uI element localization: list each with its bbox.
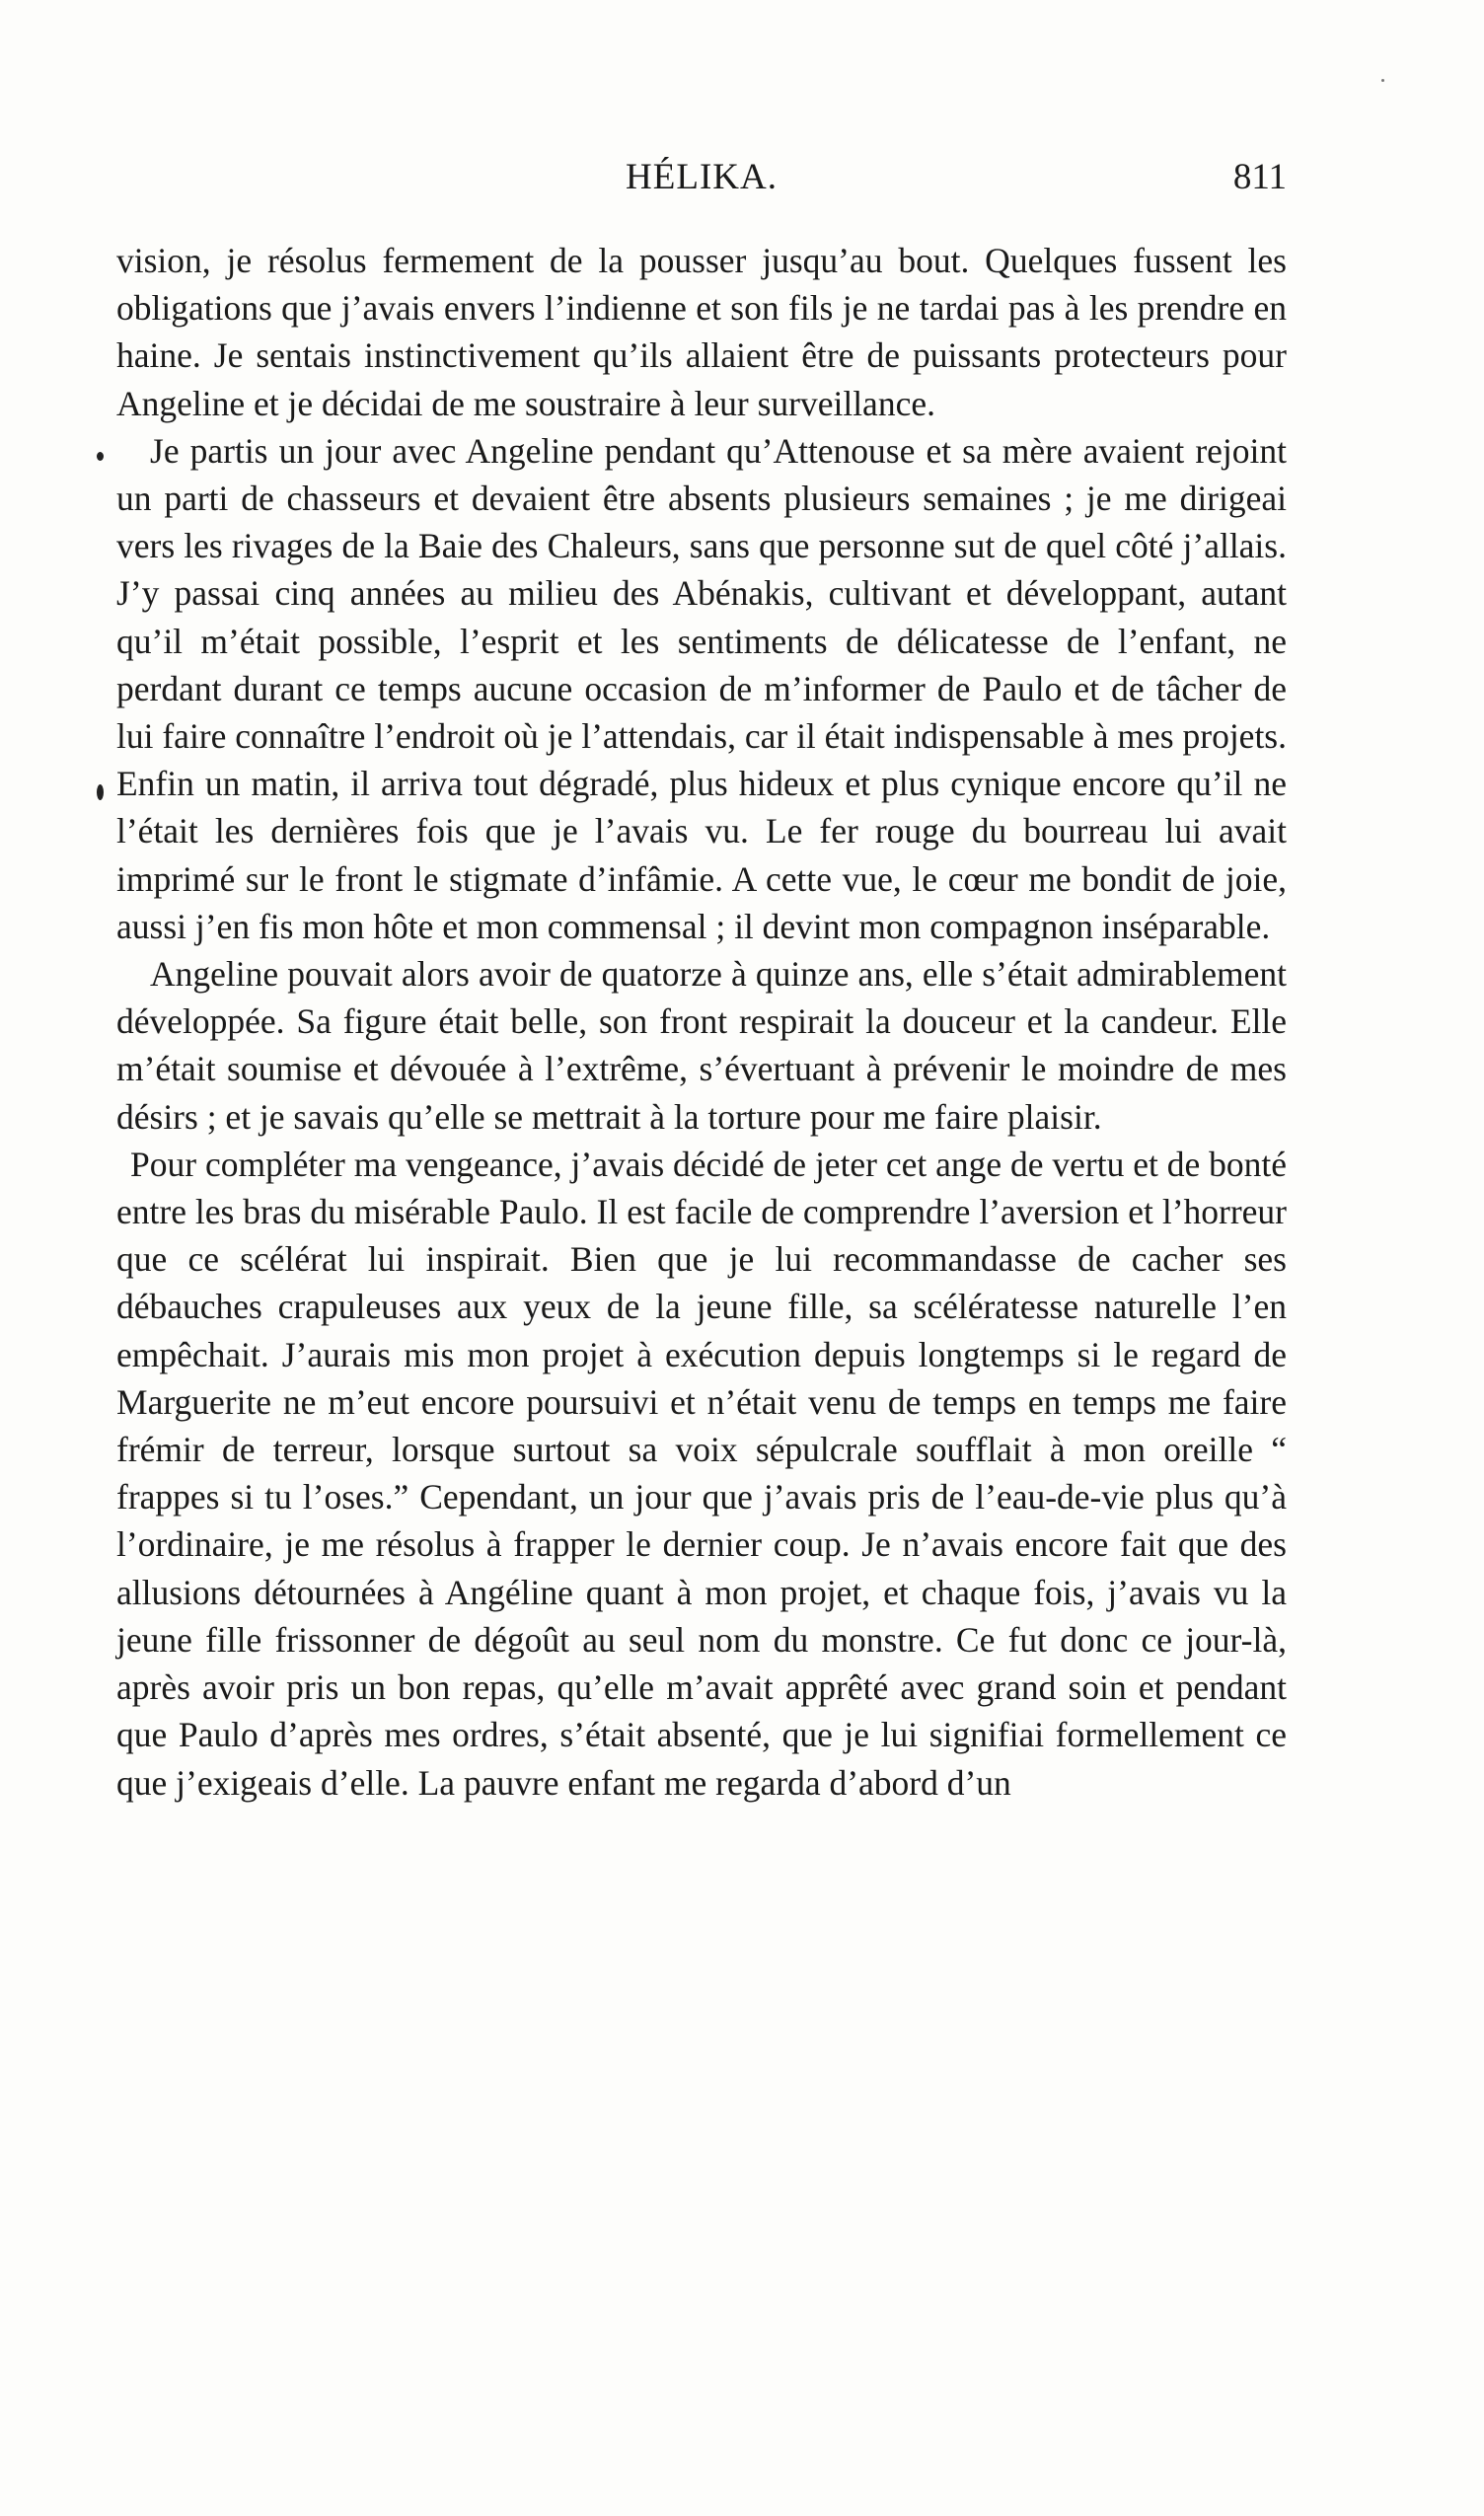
paragraph: Je partis un jour avec Angeline pendant qu’Attenouse et sa mère avaient rejoint un parti de chasseurs et devaient être absents plusieurs semaines ; je me dirigeai vers les rivages de la Baie des Chaleurs, sans que personne sut de quel côté j’allais. J’y passai cinq années au milieu des Abénakis, cultivant et développant, autant qu’il m’était possible, l’esprit et les sentiments de délicatesse de l’enfant, ne perdant durant ce temps aucune occasion de m’informer de Paulo et de tâcher de lui faire connaître l’endroit où je l’attendais, car il était indispensable à mes projets. Enfin un matin, il arriva tout dégradé, plus hideux et plus cynique encore qu’il ne l’était les dernières fois que je l’avais vu. Le fer rouge du bourreau lui avait imprimé sur le front le stigmate d’infâmie. A cette vue, le cœur me bondit de joie, aussi j’en fis mon hôte et mon commensal ; il devint mon compagnon inséparable. (116, 430, 1287, 946)
margin-speck (97, 452, 104, 461)
margin-speck (1381, 79, 1384, 82)
paragraph: Pour compléter ma vengeance, j’avais décidé de jeter cet ange de vertu et de bonté entre les bras du misérable Paulo. Il est facile de comprendre l’aversion et l’horreur que ce scélérat lui inspirait. Bien que je lui recommandasse de cacher ses débauches crapuleuses aux yeux de la jeune fille, sa scélératesse naturelle l’en empêchait. J’aurais mis mon projet à exécution depuis longtemps si le regard de Marguerite ne m’eut encore poursuivi et n’était venu de temps en temps me faire frémir de terreur, lorsque surtout sa voix sépulcrale soufflait à mon oreille “ frappes si tu l’oses.” Cependant, un jour que j’avais pris de l’eau-de-vie plus qu’à l’ordinaire, je me résolus à frapper le dernier coup. Je n’avais encore fait que des allusions détournées à Angéline quant à mon projet, et chaque fois, j’avais vu la jeune fille frissonner de dégoût au seul nom du monstre. Ce fut donc ce jour-là, après avoir pris un bon repas, qu’elle m’avait apprêté avec grand soin et pendant que Paulo d’après mes ordres, s’était absenté, que je lui signifiai formellement ce que j’exigeais d’elle. La pauvre enfant me regarda d’abord d’un (116, 1144, 1287, 1803)
margin-speck (97, 784, 104, 800)
running-title: HÉLIKA. (626, 157, 778, 197)
body-text (116, 237, 1287, 1807)
running-head (116, 156, 1287, 205)
paragraph: vision, je résolus fermement de la pousser jusqu’au bout. Quelques fussent les obligations que j’avais envers l’indienne et son fils je ne tardai pas à les prendre en haine. Je sentais instinctivement qu’ils allaient être de puissants protecteurs pour Angeline et je décidai de me soustraire à leur surveillance. (116, 241, 1287, 423)
page-number: 811 (1232, 157, 1287, 197)
paragraph: Angeline pouvait alors avoir de quatorze à quinze ans, elle s’était admirablement développée. Sa figure était belle, son front respirait la douceur et la candeur. Elle m’était soumise et dévouée à l’extrême, s’évertuant à prévenir le moindre de mes désirs ; et je savais qu’elle se mettrait à la torture pour me faire plaisir. (116, 954, 1287, 1137)
